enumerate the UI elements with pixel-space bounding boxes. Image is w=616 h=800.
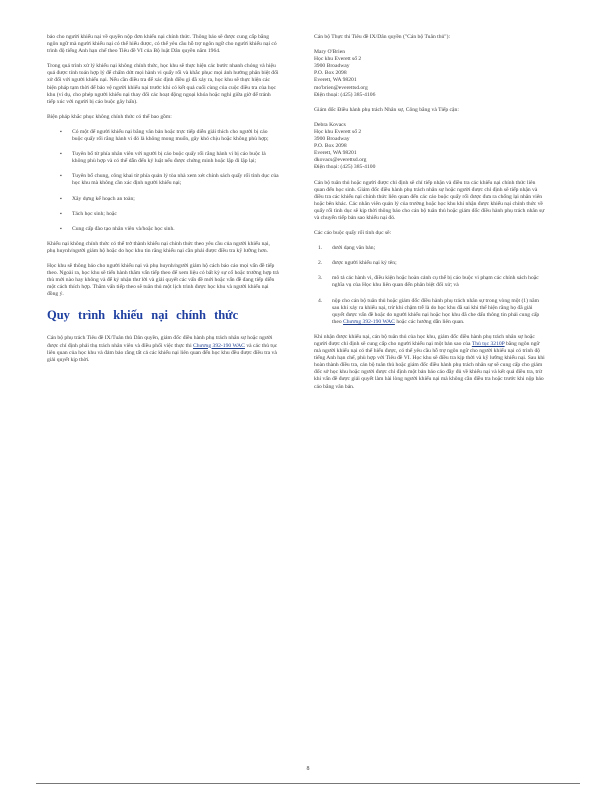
contact-email: dkovacs@everettsd.org <box>314 157 367 164</box>
contact-line: Học khu Everett số 2 <box>314 128 362 135</box>
contact-email: mo'brien@everettsd.org <box>314 84 368 91</box>
compliance-officer-contact <box>314 49 546 99</box>
list-item: 4. nộp cho cán bộ tuân thủ hoặc giám đốc điều hành phụ trách nhân sự trong vòng một (1) năm sau khi xảy ra khiếu nại, trừ khi chậm trễ là do học khu đã sai khi thể hiện rằng họ đã giải quyết được vấn đề hoặc do người khiếu nại hoặc học khu đã che dấu thông tin phải cung cấp theo Chương 392-190 WAC hoặc các hướng dẫn liên quan. <box>318 297 540 325</box>
section-heading: Quy trình khiếu nại chính thức <box>47 308 239 323</box>
formal-process-paragraph: Cán bộ phụ trách Tiêu đề IX/Tuân thủ Dân quyền, giám đốc điều hành phụ trách nhân sự hoặc người được chỉ định phải thụ trách nhân viên và điều phối việc thực thi Chương 392-190 WAC và các thủ tục liên quan của học khu và đảm bảo rằng tất cả các khiếu nại liên quan đến học khu đều được điều tra và giải quyết kịp thời. <box>47 335 278 363</box>
right-column <box>314 34 546 399</box>
complaint-requirements-list <box>314 245 546 326</box>
list-item: ▪ Xây dựng kế hoạch an toàn; <box>60 195 135 202</box>
contact-line: P.O. Box 2098 <box>314 143 347 150</box>
bullet-icon: ▪ <box>60 174 62 180</box>
contact-line: Everett, WA 98201 <box>314 77 357 84</box>
informal-remedies-list <box>47 129 279 233</box>
list-item: 1. dưới dạng văn bản; <box>318 245 376 252</box>
compliance-officer-label: Cán bộ Thực thi Tiêu đề IX/Dân quyền ("Cán bộ Tuân thủ"): <box>314 34 450 40</box>
hr-director-contact <box>314 122 546 172</box>
bullet-icon: ▪ <box>60 152 62 158</box>
list-number: 4. <box>318 297 323 304</box>
complaint-routing-paragraph: Cán bộ tuân thủ hoặc người được chỉ định sẽ chỉ tiếp nhận và điều tra các khiếu nại chính thức liên quan đến học sinh. Giám đốc điều hành phụ trách nhân sự hoặc người được chỉ định sẽ tiếp nhận và điều tra các khiếu nại chính thức liên quan đến các cáo buộc quấy rối được đưa ra chống lại nhân viên hoặc bên khác. Các nhân viên quản lý của trường hoặc học khu khi nhận được khiếu nại chính thức về quấy rối tình dục sẽ kịp thời thông báo cho cán bộ tuân thủ hoặc giám đốc điều hành phụ trách nhân sự và chuyển tiếp bản sao khiếu nại đó. <box>314 179 545 221</box>
contact-name: Mary O'Brien <box>314 49 345 56</box>
contact-line: 3900 Broadway <box>314 136 350 143</box>
footer-divider <box>36 783 580 784</box>
contact-line: 3900 Broadway <box>314 63 350 70</box>
bullet-icon: ▪ <box>60 129 62 135</box>
complaint-requirements-intro: Các cáo buộc quấy rối tình dục sẽ: <box>314 230 392 237</box>
bullet-icon: ▪ <box>60 226 62 232</box>
contact-name: Debra Kovacs <box>314 121 346 128</box>
contact-line: Học khu Everett số 2 <box>314 56 362 63</box>
list-item: 3. mô tả các hành vi, điều kiện hoặc hoàn cảnh cụ thể bị cáo buộc vi phạm các chính sách hoặc nghĩa vụ của Học khu liên quan đến phân biệt đối xử; và <box>318 275 539 289</box>
list-item: ▪ Tuyên bố chung, công khai từ phía quản lý tòa nhà xem xét chính sách quấy rối tình dục của học khu mà không cần xác định người khiếu nại; <box>60 173 279 187</box>
list-item: ▪ Cung cấp đào tạo nhân viên và/hoặc học sinh. <box>60 225 175 232</box>
left-column <box>47 34 279 372</box>
contact-line: Everett, WA 98201 <box>314 150 357 157</box>
contact-phone: Điện thoại: (425) 385-4100 <box>314 164 376 171</box>
follow-up-paragraph: Học khu sẽ thông báo cho người khiếu nại và phụ huynh/người giám hộ cách báo cáo mọi vấn đề tiếp theo. Ngoài ra, học khu sẽ tiến hành thăm vấn tiếp theo để xem liệu có bất kỳ sự cố hoặc trường hợp trả thù mới nào hay không và để ký nhận thư lời và giải quyết các vấn đề mới hoặc vấn đề đang tiếp diễn một cách thích hợp. Thăm vấn tiếp theo sẽ tuân thủ một lịch trình được học khu và người khiếu nại đồng ý. <box>47 262 279 298</box>
bullet-icon: ▪ <box>60 196 62 202</box>
bullet-icon: ▪ <box>60 211 62 217</box>
procedure-3210p-link[interactable]: Thủ tục 3210P <box>471 341 505 347</box>
list-number: 1. <box>318 245 323 252</box>
informal-process-paragraph: Trong quá trình xử lý khiếu nại không chính thức, học khu sẽ thực hiện các bước nhanh chóng và hiệu quả được tính toán hợp lý để chấm dứt mọi hành vi quấy rối và khắc phục mọi ảnh hưởng phân biệt đối xử đối với người khiếu nại. Nếu cần điều tra để xác định điều gì đã xảy ra, học khu sẽ thực hiện các biện pháp tạm thời để bảo vệ người khiếu nại trước khi có kết quả cuối cùng của cuộc điều tra của học khu (ví dụ, cho phép người khiếu nại thay đổi các hoạt động ngoại khóa hoặc nghỉ giữa giờ để tránh tiếp xúc với người bị cáo buộc gây hấn). <box>47 63 279 105</box>
complaint-receipt-paragraph: Khi nhận được khiếu nại, cán bộ tuân thủ của học khu, giám đốc điều hành phụ trách nhân sự hoặc người được chỉ định sẽ cung cấp cho người khiếu nại một bản sao của Thủ tục 3210P bằng ngôn ngữ mà người khiếu nại có thể hiểu được, có thể yêu cầu hỗ trợ ngôn ngữ cho người khiếu nại có trình độ tiếng Anh hạn chế, phù hợp với Tiêu đề VI. Học khu sẽ điều tra kịp thời và kỹ lưỡng khiếu nại. Sau khi hoàn thành điều tra, cán bộ tuân thủ hoặc giám đốc điều hành phụ trách nhân sự sẽ cung cấp cho giám đốc sở học khu hoặc người được chỉ định một bản báo cáo đầy đủ về khiếu nại và kết quả điều tra, trừ khi vấn đề được giải quyết làm hài lòng người khiếu nại mà không cần điều tra hoặc trước khi nộp báo cáo bằng văn bản. <box>314 333 545 390</box>
page-number: 8 <box>306 766 310 772</box>
notice-paragraph: bảo cho người khiếu nại về quyền nộp đơn khiếu nại chính thức. Thông báo sẽ được cung cấp bằng ngôn ngữ mà người khiếu nại có thể hiểu được, có thể yêu cầu hỗ trợ ngôn ngữ cho người khiếu nại có trình độ tiếng Anh hạn chế theo Tiêu đề VI của Bộ luật Dân quyền năm 1964. <box>47 34 277 55</box>
informal-remedies-intro: Biện pháp khắc phục không chính thức có thể bao gồm: <box>47 113 172 120</box>
list-number: 2. <box>318 260 323 267</box>
hr-director-label: Giám đốc Điều hành phụ trách Nhân sự, Công bằng và Tiếp cận: <box>314 106 459 113</box>
list-item: ▪ Có một để người khiếu nại bằng văn bản hoặc trực tiếp diễn giải thích cho người bị cáo buộc quấy rối rằng hành vi đó là không mong muốn, gây khó chịu hoặc không phù hợp; <box>60 128 269 143</box>
list-item: ▪ Tách học sinh; hoặc <box>60 210 117 217</box>
contact-line: P.O. Box 2098 <box>314 70 347 77</box>
list-item: ▪ Tuyên bố từ phía nhân viên với người bị cáo buộc quấy rối rằng hành vi bị cáo buộc là không phù hợp và có thể dẫn đến kỷ luật nếu được chứng minh hoặc lặp đi lặp lại; <box>60 151 266 165</box>
list-number: 3. <box>318 275 323 282</box>
escalation-paragraph: Khiếu nại không chính thức có thể trở thành khiếu nại chính thức theo yêu cầu của người khiếu nại, phụ huynh/người giám hộ hoặc do học khu tin rằng khiếu nại cần phải được điều tra kỹ lưỡng hơn. <box>47 240 270 254</box>
contact-phone: Điện thoại: (425) 385-4106 <box>314 91 376 98</box>
wac-chapter-link[interactable]: Chương 392-190 WAC <box>193 342 245 349</box>
wac-chapter-link[interactable]: Chương 392-190 WAC <box>343 318 395 325</box>
list-item: 2. được người khiếu nại ký tên; <box>318 260 397 267</box>
